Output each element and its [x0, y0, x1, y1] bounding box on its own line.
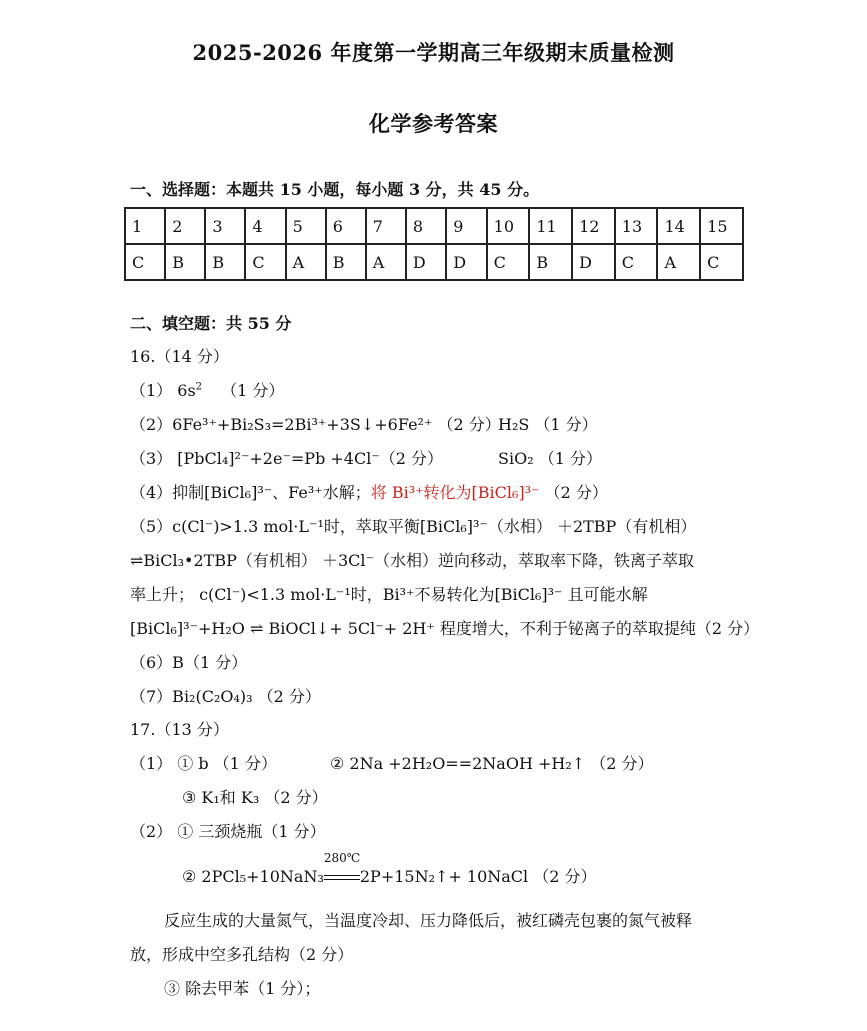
answer-cell: B: [529, 244, 572, 280]
question-number-cell: 14: [657, 208, 700, 244]
q16-part1-score: （1 分）: [221, 381, 285, 400]
q17-part1-c: ③ K₁和 K₃ （2 分）: [182, 788, 328, 807]
answer-table-number-row: [125, 208, 743, 244]
q16-part7: （7）Bi₂(C₂O₄)₃ （2 分）: [130, 687, 321, 706]
answer-cell: C: [615, 244, 658, 280]
answer-cell: D: [572, 244, 615, 280]
q17-part2-c: ③ 除去甲苯（1 分）；: [164, 979, 321, 998]
q17-part2-a: （2） ① 三颈烧瓶（1 分）: [130, 822, 326, 841]
q17-equation-equals-sign: [324, 875, 360, 880]
q16-header: 16.（14 分）: [130, 347, 229, 366]
question-number-cell: 5: [286, 208, 326, 244]
q17-equation-temperature: 280℃: [323, 851, 361, 865]
q16-part5-line4: [BiCl₆]³⁻+H₂O ⇌ BiOCl↓+ 5Cl⁻+ 2H⁺ 程度增大，不利于铋离子的萃取提纯（2 分）: [130, 619, 760, 638]
question-number-cell: 9: [446, 208, 486, 244]
question-number-cell: 13: [615, 208, 658, 244]
q17-equation-condition: [323, 851, 361, 886]
q16-part1: [130, 378, 284, 401]
q16-part5-line1: （5）c(Cl⁻)>1.3 mol·L⁻¹时，萃取平衡[BiCl₆]³⁻（水相） ＋2TBP（有机相）: [130, 517, 697, 536]
q17-equation-left: ② 2PCl₅+10NaN₃: [182, 867, 324, 886]
q17-part1-b: ② 2Na +2H₂O==2NaOH +H₂↑ （2 分）: [330, 754, 654, 773]
question-number-cell: 4: [245, 208, 285, 244]
question-number-cell: 6: [326, 208, 366, 244]
document-title: 2025-2026 年度第一学期高三年级期末质量检测: [192, 40, 675, 65]
answer-cell: C: [125, 244, 165, 280]
answer-cell: C: [245, 244, 285, 280]
q17-header: 17.（13 分）: [130, 720, 229, 739]
q17-part2-equation: [182, 851, 597, 887]
document-subtitle: 化学参考答案: [369, 111, 498, 136]
section2-heading: 二、填空题：共 55 分: [130, 314, 292, 333]
question-number-cell: 12: [572, 208, 615, 244]
question-number-cell: 15: [700, 208, 743, 244]
question-number-cell: 2: [165, 208, 205, 244]
q16-part4: [130, 480, 608, 503]
q17-part2-explanation-line2: 放，形成中空多孔结构（2 分）: [130, 945, 354, 964]
answer-cell: C: [487, 244, 530, 280]
answer-cell: B: [326, 244, 366, 280]
q16-part1-text: （1） 6s: [130, 381, 196, 400]
answer-table-answer-row: [125, 244, 743, 280]
question-number-cell: 10: [487, 208, 530, 244]
answer-cell: B: [205, 244, 245, 280]
question-number-cell: 3: [205, 208, 245, 244]
question-number-cell: 1: [125, 208, 165, 244]
answer-cell: A: [286, 244, 326, 280]
answer-cell: B: [165, 244, 205, 280]
q16-part6: （6）B（1 分）: [130, 653, 248, 672]
answer-cell: D: [406, 244, 446, 280]
q16-part5-line2: ⇌BiCl₃•2TBP（有机相） ＋3Cl⁻（水相）逆向移动，萃取率下降，铁离子萃取: [130, 551, 694, 570]
q16-part3: （3） [PbCl₄]²⁻+2e⁻=Pb +4Cl⁻（2 分）: [130, 449, 444, 468]
answer-table: [124, 207, 744, 281]
question-number-cell: 7: [366, 208, 406, 244]
answer-cell: A: [657, 244, 700, 280]
answer-cell: C: [700, 244, 743, 280]
q16-part3-b: SiO₂ （1 分）: [498, 449, 602, 468]
q16-part4-score: （2 分）: [539, 483, 608, 502]
answer-cell: A: [366, 244, 406, 280]
q17-equation-right: 2P+15N₂↑+ 10NaCl （2 分）: [359, 867, 597, 886]
q16-part1-superscript: 2: [195, 381, 203, 393]
question-number-cell: 11: [529, 208, 572, 244]
question-number-cell: 8: [406, 208, 446, 244]
q16-part4-red-annotation: 将 Bi³⁺转化为[BiCl₆]³⁻: [370, 483, 540, 502]
q16-part2-b: H₂S （1 分）: [498, 415, 598, 434]
q16-part2: （2）6Fe³⁺+Bi₂S₃=2Bi³⁺+3S↓+6Fe²⁺ （2 分）: [130, 415, 501, 434]
q16-part5-line3: 率上升； c(Cl⁻)<1.3 mol·L⁻¹时，Bi³⁺不易转化为[BiCl₆]³⁻ 且可能水解: [130, 585, 648, 604]
answer-cell: D: [446, 244, 486, 280]
q17-part1-a: （1） ① b （1 分）: [130, 754, 277, 773]
q17-part2-explanation-line1: 反应生成的大量氮气，当温度冷却、压力降低后，被红磷壳包裹的氮气被释: [164, 911, 693, 930]
q16-part4-text: （4）抑制[BiCl₆]³⁻、Fe³⁺水解；: [130, 483, 371, 502]
section1-heading: 一、选择题：本题共 15 小题，每小题 3 分，共 45 分。: [130, 180, 540, 199]
